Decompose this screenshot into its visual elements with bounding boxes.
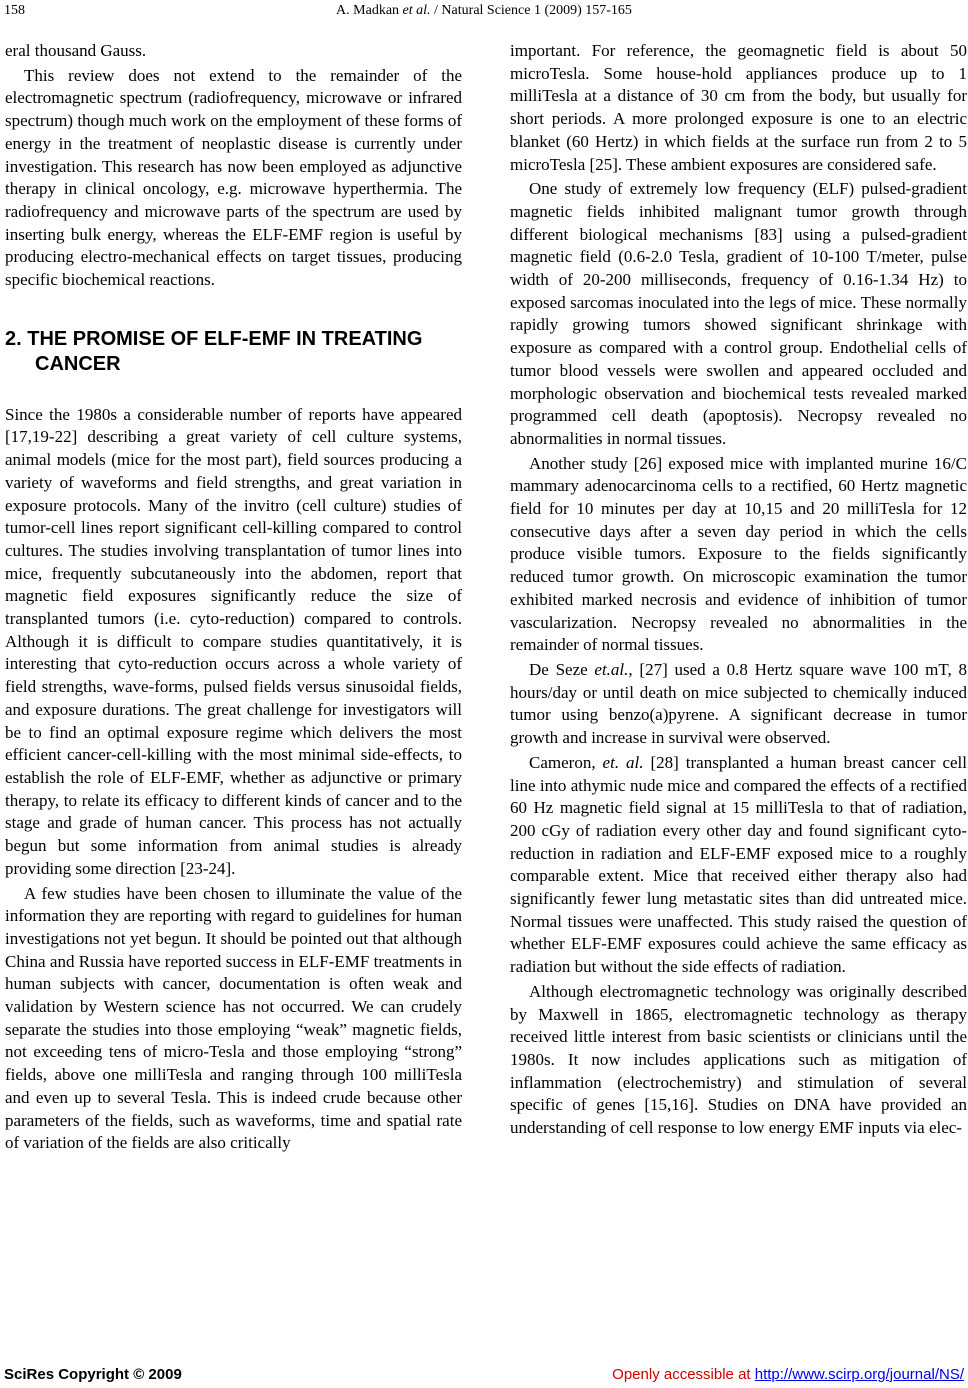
journal-link[interactable]: http://www.scirp.org/journal/NS/	[754, 1366, 964, 1383]
paragraph-maxwell: Although electromagnetic technology was originally described by Maxwell in 1865, electromagnetic technology as therapy received little interest from basic scientists or clinicians until the 1980s. It now includes applications such as mitigation of inflammation (electrochemistry) and stimulation of several specific of genes [15,16]. Studies on DNA have provided an understanding of cell response to low energy EMF inputs via elec-	[510, 981, 967, 1138]
de-seze-text: , [27] used a 0.8 Hertz square wave 100 mT, 8 hours/day or until death on mice subjected to chemically induced tumor using benzo(a)pyrene. A significant decrease in tumor growth and increase in survival were observed.	[510, 659, 967, 748]
cameron-etal: et. al.	[602, 752, 644, 772]
de-seze-etal: et.al.	[594, 659, 629, 679]
page-header	[0, 0, 968, 26]
paragraph-elf-study: One study of extremely low frequency (ELF) pulsed-gradient magnetic fields inhibited malignant tumor growth through different biological mechanisms [83] using a pulsed-gradient magnetic field (0.6-2.0 Tesla, gradient of 10-100 T/meter, pulse width of 20-200 milliseconds, frequency of 0.16-1.34 Hz) to exposed sarcomas inoculated into the legs of mice. These normally rapidly growing tumors showed significant shrinkage with exposure as compared with a control group. Endothelial cells of tumor blood vessels were swollen and appeared occluded and morphologic observation and biochemical tests revealed marked programmed cell death (apoptosis). Necropsy revealed no abnormalities in normal tissues.	[510, 179, 967, 448]
left-column	[5, 40, 462, 1155]
de-seze-author: De Seze	[529, 659, 595, 679]
running-head-authors: A. Madkan	[336, 3, 403, 18]
copyright-notice: SciRes Copyright © 2009	[4, 1366, 182, 1383]
paragraph-reports: Since the 1980s a considerable number of reports have appeared [17,19-22] describing a great variety of cell culture systems, animal models (mice for the most part), field sources producing a variety of waveforms and field strengths, and great variation in exposure protocols. Many of the invitro (cell culture) studies of tumor-cell lines report significant cell-killing compared to control cultures. The studies involving transplantation of tumor lines into mice, frequently subcutaneously into the abdomen, report that magnetic field exposures significantly reduce the size of transplanted tumors (i.e. cyto-reduction) compared to controls. Although it is difficult to compare studies quantitatively, it is interesting that cyto-reduction occurs across a whole variety of field strengths, wave-forms, pulsed fields versus sinusoidal fields, and exposure durations. The great challenge for investigators will be to find an optimal exposure regime which delivers the most efficient cancer-cell-killing with the most minimal side-effects, to establish the role of ELF-EMF, whether as adjunctive or primary therapy, to relate its efficacy to different kinds of cancer and to the stage and grade of human cancer. This process has not actually begun but some information from animal studies is already providing some direction [23-24].	[5, 404, 462, 878]
cameron-text: [28] transplanted a human breast cancer cell line into athymic nude mice and compared the effects of a rectified 60 Hz magnetic field signal at 15 milliTesla to that of radiation, 200 cGy of radiation every other day and found significant cyto-reduction in radiation and ELF-EMF exposed mice to a roughly comparable extent. Mice that received either therapy also had significantly fewer lung metastatic sites than did untreated mice. Normal tissues were unaffected. This study raised the question of whether ELF-EMF exposures could achieve the same efficacy as radiation but without the side effects of radiation.	[510, 752, 967, 977]
open-access-notice	[612, 1366, 964, 1383]
page-number: 158	[4, 3, 25, 18]
running-head	[0, 3, 968, 19]
cameron-author: Cameron,	[529, 752, 603, 772]
paragraph-cameron	[510, 752, 967, 979]
paragraph-scope: This review does not extend to the remainder of the electromagnetic spectrum (radiofrequency, microwave or infrared spectrum) though much work on the employment of these forms of energy in the treatment of neoplastic disease is currently under investigation. This research has now been employed as adjunctive therapy in clinical oncology, e.g. microwave hyperthermia. The radiofrequency and microwave parts of the spectrum are used by inserting bulk energy, whereas the ELF-EMF region is useful by producing electro-mechanical effects on target tissues, producing specific biochemical reactions.	[5, 65, 462, 290]
running-head-journal: / Natural Science 1 (2009) 157-165	[430, 3, 632, 18]
paragraph-de-seze	[510, 659, 967, 750]
running-head-etal: et al.	[402, 3, 431, 18]
section-heading: 2. THE PROMISE OF ELF-EMF IN TREATING CANCER	[5, 327, 423, 375]
paragraph-continued: eral thousand Gauss.	[5, 41, 147, 60]
page-footer	[0, 1366, 968, 1388]
paragraph-studies: A few studies have been chosen to illuminate the value of the information they are reporting with regard to guidelines for human investigations not yet begun. It should be pointed out that although China and Russia have reported success in ELF-EMF treatments in human subjects with cancer, documentation is often weak and validation by Western science has not occurred. We can crudely separate the studies into those employing “weak” magnetic fields, not exceeding tens of micro-Tesla and those employing “strong” fields, above one milliTesla and ranging through 100 milliTesla and even up to several Tesla. This is indeed crude because other parameters of the fields, such as waveforms, time and spatial rate of variation of the fields are also critically	[5, 883, 462, 1153]
open-access-label: Openly accessible at	[612, 1366, 755, 1383]
paragraph-reference: important. For reference, the geomagnetic field is about 50 microTesla. Some house-hold appliances produce up to 1 milliTesla at a distance of 30 cm from the body, but usually for short periods. A more prolonged exposure is one to an electric blanket (60 Hertz) in which fields at the surface run from 2 to 5 microTesla [25]. These ambient exposures are considered safe.	[510, 41, 967, 174]
right-column	[510, 40, 967, 1140]
paragraph-another-study: Another study [26] exposed mice with implanted murine 16/C mammary adenocarcinoma cells to a rectified, 60 Hertz magnetic field for 10 minutes per day at 10,15 and 20 milliTesla for 12 consecutive days after a seven day period in which the cells produce visible tumors. Exposure to the fields significantly reduced tumor growth. On microscopic examination the tumor exhibited marked necrosis and evidence of inhibition of tumor vascularization. Necropsy revealed no abnormalities in the remainder of normal tissues.	[510, 453, 967, 655]
